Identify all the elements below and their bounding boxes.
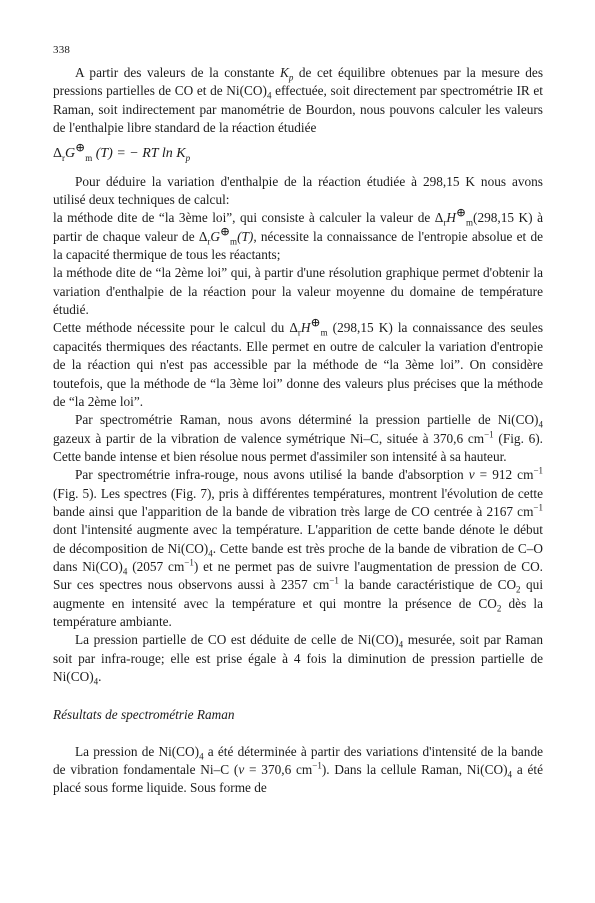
symbol-delta: Δ xyxy=(198,228,208,244)
subscript: m xyxy=(230,236,238,247)
text-run: la méthode dite de “la 2ème loi” qui, à partir d'une résolution graphique permet d'obtenir la variation d'enthalpie de la réaction pour la valeur moyenne du domaine de température étudié. xyxy=(53,265,543,318)
eq-sub: m xyxy=(85,153,93,164)
page-number: 338 xyxy=(53,44,71,56)
subscript: 4 xyxy=(208,548,213,559)
text-run: . xyxy=(98,669,102,684)
text-run: = 370,6 cm xyxy=(249,762,313,778)
standard-state-symbol: ⊕ xyxy=(219,224,231,239)
equation xyxy=(53,140,543,164)
subscript: 4 xyxy=(507,769,513,780)
body-text xyxy=(53,64,543,798)
superscript: −1 xyxy=(329,575,339,586)
paragraph-equilibrium xyxy=(53,64,543,137)
text-run: = 912 cm xyxy=(479,467,534,483)
subscript: p xyxy=(288,72,294,83)
subscript: 2 xyxy=(496,603,502,614)
text-run: qui augmente en intensité avec la température et qui montre la présence de CO xyxy=(53,577,544,611)
symbol-nu: ν xyxy=(238,762,245,778)
text-run: gazeux à partir de la vibration de valence symétrique Ni–C, située à 370,6 cm xyxy=(53,430,485,446)
paragraph-third-law: la méthode dite de “la 3ème loi”, qui consiste à calculer la valeur de $\Delta_rH^\oplus_m(298,15$ K) à partir de chaque valeur de $\Delta_rG^\oplus_m(T)$, nécessite la connaissance de l'entropie absolue et de la capacité thermique de tous les réactants; xyxy=(53,205,544,263)
eq-g: G xyxy=(65,146,76,162)
text-run: ). Dans la cellule Raman, Ni(CO) xyxy=(321,762,508,778)
symbol-t: (T) xyxy=(237,228,254,244)
text-run: effectuée, soit directement par spectrométrie IR et Raman, soit indirectement par manométrie de Bourdon, nous pouvons calculer les valeurs de l'enthalpie libre standard de la réaction étudiée xyxy=(53,83,543,136)
paragraph-raman xyxy=(53,411,543,466)
subscript: 4 xyxy=(93,676,99,687)
subscript: r xyxy=(207,236,211,247)
text-run: (298,15 K) la connaissance des seules capacités thermiques des réactants. Elle permet en outre de calculer la variation d'entropie de la réaction qui n'est pas accessible par la méthode de “la 3ème loi”. On considère toutefois, que la méthode de “la 3ème loi” donne des valeurs plus précises que la méthode de “la 2ème loi”. xyxy=(53,320,544,409)
text-run: (2057 cm xyxy=(132,558,185,574)
text-run: la méthode dite de “la 3ème loi”, qui consiste à calculer la valeur de xyxy=(53,210,431,226)
eq-delta: Δ xyxy=(53,146,63,162)
paragraph-methods xyxy=(53,173,543,210)
standard-state-symbol: ⊕ xyxy=(75,140,86,155)
paragraph-comparison: Cette méthode nécessite pour le calcul du $\Delta_rH^\oplus_m$ (298,15 K) la connaissance des seules capacités thermiques des réactants. Elle permet en outre de calculer la variation d'entropie de la réaction qui n'est pas accessible par la méthode de “la 3ème loi”. On considère toutefois, que la méthode de “la 3ème loi” donne des valeurs plus précises que la méthode de “la 2ème loi”. xyxy=(53,316,544,409)
paragraph-second-law xyxy=(53,264,543,319)
subscript: 4 xyxy=(398,639,404,650)
text-run: Pour déduire la variation d'enthalpie de la réaction étudiée à 298,15 K nous avons utilisé deux techniques de calcul: xyxy=(53,173,543,208)
paragraph-co-pressure xyxy=(53,631,543,686)
text-run: ) et ne permet pas de suivre l'augmentation de pression de CO. Sur ces spectres nous observons aussi à 2357 cm xyxy=(53,558,544,593)
eq-k: K xyxy=(176,146,186,162)
text-run: a été placé sous forme liquide. Sous forme de xyxy=(53,762,543,796)
text-run: Cette méthode nécessite pour le calcul du xyxy=(53,320,285,336)
text-run: la bande caractéristique de CO xyxy=(344,577,517,593)
standard-state-symbol: ⊕ xyxy=(455,205,467,220)
subscript: m xyxy=(320,328,328,339)
superscript: −1 xyxy=(184,557,194,568)
text-run: mesurée, soit par Raman soit par infra-rouge; elle est prise égale à 4 fois la diminution de pression partielle de Ni(CO) xyxy=(53,632,544,684)
subscript: 2 xyxy=(516,584,521,595)
subscript: 4 xyxy=(266,91,272,101)
text-run: de cet équilibre obtenues par la mesure des pressions partielles de CO et de Ni(CO) xyxy=(53,65,543,99)
text-run: (Fig. 6). Cette bande intense et bien résolue nous permet d'assimiler son intensité à sa hauteur. xyxy=(53,430,544,464)
eq-sub: r xyxy=(62,153,66,164)
text-run: Par spectrométrie Raman, nous avons déterminé la pression partielle de Ni(CO) xyxy=(75,412,539,428)
symbol-nu: ν xyxy=(468,467,475,483)
symbol-delta: Δ xyxy=(434,210,444,226)
superscript: −1 xyxy=(533,502,543,513)
symbol-delta: Δ xyxy=(289,320,298,336)
superscript: −1 xyxy=(484,429,494,440)
text-run: La pression partielle de CO est déduite de celle de Ni(CO) xyxy=(75,632,399,648)
symbol-k: K xyxy=(279,65,289,80)
subscript: 4 xyxy=(199,751,204,762)
paragraph-raman-results xyxy=(53,743,543,798)
subscript: r xyxy=(443,218,447,229)
eq-rhs: = − RT ln xyxy=(116,146,173,162)
text-run: (Fig. 5). Les spectres (Fig. 7), pris à différentes températures, montrent l'évolution de cette bande ainsi que l'apparition de la bande de vibration très large de CO centrée à 2167 cm xyxy=(53,485,543,519)
superscript: −1 xyxy=(312,760,322,771)
symbol-g: G xyxy=(210,228,220,244)
eq-t: (T) xyxy=(95,146,113,162)
standard-state-symbol: ⊕ xyxy=(310,316,321,331)
text-run: Par spectrométrie infra-rouge, nous avons utilisé la bande d'absorption xyxy=(75,467,464,483)
paragraph-infrared xyxy=(53,466,543,631)
subscript: m xyxy=(466,218,474,229)
eq-sub: p xyxy=(185,153,191,164)
text-run: , nécessite la connaissance de l'entropie absolue et de la capacité thermique de tous les réactants; xyxy=(53,228,544,263)
text-run: . Cette bande est très proche de la bande de vibration de C–O dans Ni(CO) xyxy=(53,540,543,574)
subscript: 4 xyxy=(122,566,128,577)
subscript: r xyxy=(297,328,301,339)
superscript: −1 xyxy=(533,465,544,476)
text-run: a été déterminée à partir des variations d'intensité de la bande de vibration fondamentale Ni–C ( xyxy=(53,743,543,778)
text-run: dont l'intensité augmente avec la température. L'apparition de cette bande dénote le début de décomposition de Ni(CO) xyxy=(53,522,543,556)
subscript: 4 xyxy=(538,419,543,430)
section-heading: Résultats de spectrométrie Raman xyxy=(53,707,235,723)
text-run: dès la température ambiante. xyxy=(53,595,543,629)
text-run: A partir des valeurs de la constante xyxy=(75,65,275,80)
text-run: (298,15 K) à partir de chaque valeur de xyxy=(53,210,543,244)
text-run: La pression de Ni(CO) xyxy=(75,743,200,759)
